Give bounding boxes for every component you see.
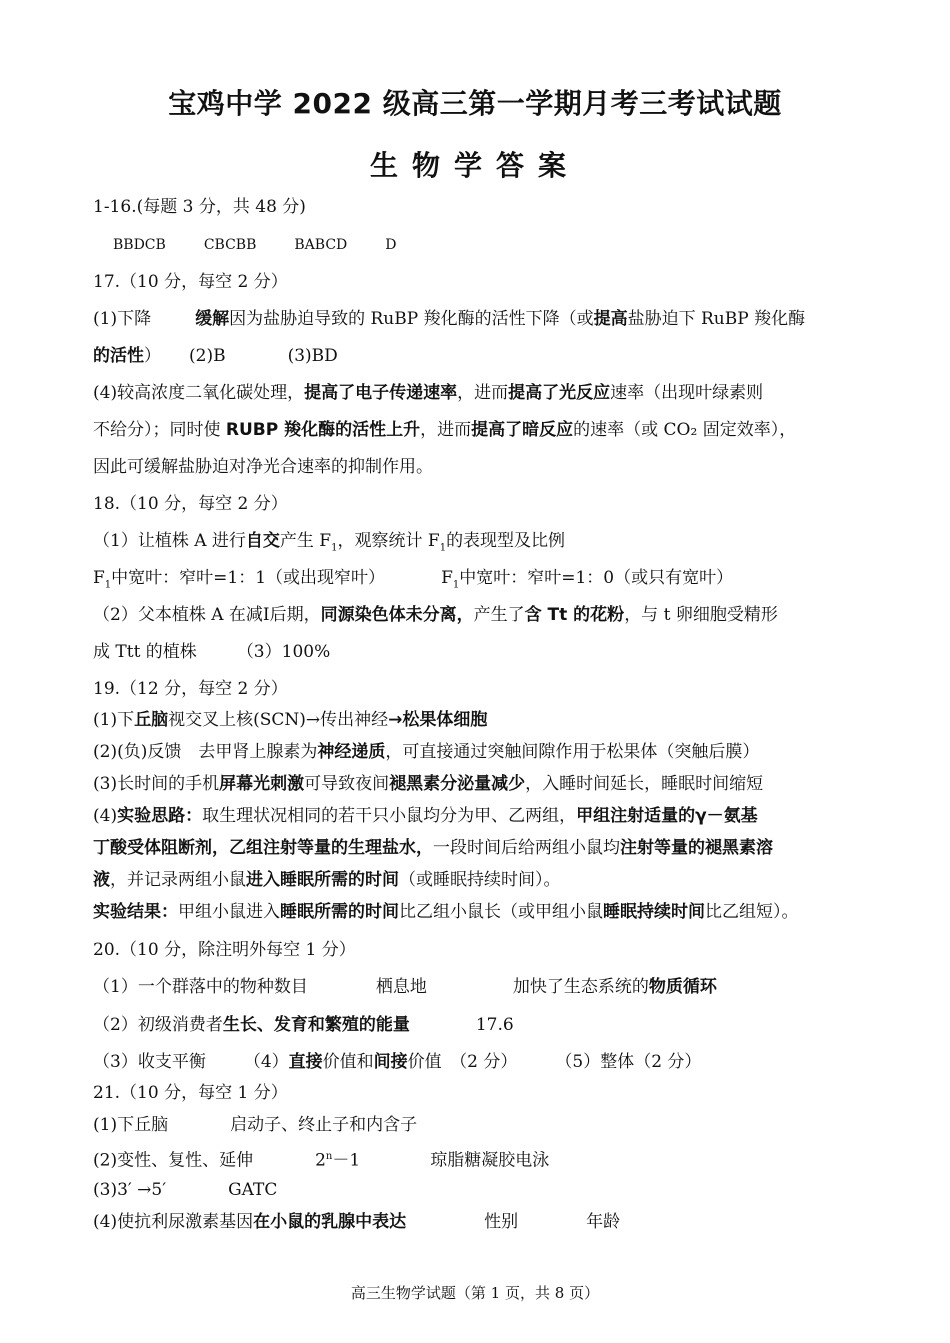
q17-text: 的速率（或 CO₂ 固定效率），	[573, 420, 797, 440]
q21-text: 性别	[484, 1212, 519, 1232]
q18-text: F	[441, 568, 453, 588]
q20-text: 价值 （2 分）	[407, 1052, 518, 1072]
q21-text: 启动子、终止子和内含子	[230, 1115, 418, 1135]
q18-text: （2）父本植株 A 在减Ⅰ后期，	[93, 605, 321, 625]
q18-line-4	[93, 642, 330, 662]
q20-key: 间接	[373, 1052, 408, 1072]
q21-text: (2)变性、复性、延伸	[93, 1150, 254, 1171]
q20-line-3	[93, 1052, 701, 1072]
q19-text: (1)下	[93, 710, 135, 730]
q19-text: （或睡眠持续时间）。	[399, 870, 561, 890]
q17-key-3: RUBP 羧化酶的活性上升	[225, 420, 421, 440]
q20-text: 17.6	[475, 1015, 514, 1035]
q18-text: F	[93, 568, 105, 588]
q20-text: （2）初级消费者	[93, 1015, 223, 1035]
q20-text: （5）整体（2 分）	[555, 1052, 702, 1072]
q18-text: （1）让植株 A 进行	[93, 531, 246, 551]
q19-text: (3)长时间的手机	[93, 774, 220, 794]
q17-text: 速率（出现叶绿素则	[610, 383, 764, 403]
subscript: 1	[104, 579, 112, 591]
mc-answers	[113, 235, 397, 255]
q18-text: 产生了	[473, 605, 525, 625]
q19-key: 屏幕光刺激	[219, 774, 305, 794]
q21-text: 琼脂糖凝胶电泳	[430, 1150, 550, 1171]
mc-group-3: BABCD	[294, 237, 348, 253]
q21-text: (1)下丘脑	[93, 1115, 169, 1135]
q19-key: 神经递质	[317, 742, 386, 762]
q21-line-1	[93, 1115, 417, 1135]
q17-line-2	[93, 346, 338, 366]
q18-header: 18.（10 分，每空 2 分）	[93, 494, 288, 514]
q19-text: 取生理状况相同的若干只小鼠均分为甲、乙两组，	[202, 806, 577, 826]
q19-text: ，入睡时间延长，睡眠时间缩短	[525, 774, 764, 794]
q18-key: 同源染色体未分离，	[320, 605, 474, 625]
q19-key: 甲组注射适量的γ－氨基	[576, 806, 758, 826]
q20-header: 20.（10 分，除注明外每空 1 分）	[93, 940, 356, 960]
q18-text: 产生 F	[279, 531, 332, 551]
q17-reason: 因为盐胁迫导致的 RuBP 羧化酶的活性下降	[229, 309, 560, 329]
q21-text: GATC	[228, 1180, 278, 1200]
q17-line-5: 因此可缓解盐胁迫对净光合速率的抑制作用。	[93, 457, 433, 477]
q19-text: 比乙组小鼠长（或甲组小鼠	[399, 902, 603, 922]
mc-group-2: CBCBB	[203, 237, 257, 253]
q21-text: －1	[332, 1150, 361, 1171]
q17-line-3	[93, 383, 763, 403]
q19-text: 一段时间后给两组小鼠均	[433, 838, 620, 858]
q19-line-5	[93, 838, 773, 858]
q18-key: 自交	[245, 531, 280, 551]
q17-text: ，进而	[457, 383, 509, 403]
q19-line-6	[93, 870, 561, 890]
superscript: n	[325, 1151, 333, 1162]
q20-text: 加快了生态系统的	[512, 977, 649, 997]
q19-header: 19.（12 分，每空 2 分）	[93, 679, 288, 699]
q19-key: 实验结果：	[93, 902, 178, 922]
q21-text: (3)3′ →5′	[93, 1180, 167, 1200]
q17-text: 不给分）；同时使	[93, 420, 226, 440]
q17-ans-4: (3)BD	[287, 346, 338, 366]
q19-line-4	[93, 806, 758, 826]
q19-key: 丁酸受体阻断剂，乙组注射等量的生理盐水，	[93, 838, 433, 858]
q19-text: 比乙组短）。	[705, 902, 799, 922]
q17-key-2: 提高了光反应	[508, 383, 611, 403]
q17-ans-3: (2)B	[189, 346, 226, 366]
q17-line-1	[93, 309, 805, 329]
q17-activity: 的活性	[93, 346, 144, 366]
q21-line-4	[93, 1212, 620, 1232]
q17-ans-1: (1)下降	[93, 309, 152, 329]
q19-key: 注射等量的褪黑素溶	[620, 838, 773, 858]
q20-key: 生长、发育和繁殖的能量	[222, 1015, 410, 1035]
q17-text: (4)较高浓度二氧化碳处理，	[93, 383, 305, 403]
q17-key-1: 提高了电子传递速率	[304, 383, 458, 403]
q18-text: ，观察统计 F	[337, 531, 440, 551]
q17-header: 17.（10 分，每空 2 分）	[93, 272, 288, 292]
q20-line-2	[93, 1015, 514, 1035]
page-title: 宝鸡中学 2022 级高三第一学期月考三考试试题	[168, 87, 782, 120]
q21-line-2	[93, 1147, 549, 1171]
q19-line-3	[93, 774, 763, 794]
q18-text: 的表现型及比例	[446, 531, 566, 551]
q21-key: 在小鼠的乳腺中表达	[253, 1212, 407, 1232]
q20-text: （3）收支平衡	[93, 1052, 206, 1072]
q19-key: 实验思路：	[117, 806, 203, 826]
mc-header: 1-16.(每题 3 分，共 48 分)	[93, 197, 306, 217]
q18-text: 中宽叶：窄叶=1：1（或出现窄叶）	[111, 568, 386, 588]
q19-key: 褪黑素分泌量减少	[389, 774, 526, 794]
q21-line-3	[93, 1180, 277, 1200]
q18-text: ，与 t 卵细胞受精形	[624, 605, 778, 625]
page-footer: 高三生物学试题（第 1 页，共 8 页）	[350, 1284, 600, 1302]
q18-text: 中宽叶：窄叶=1：0（或只有宽叶）	[459, 568, 734, 588]
q18-line-2	[93, 568, 733, 595]
q17-raise: 提高	[593, 309, 628, 329]
q21-text: (4)使抗利尿激素基因	[93, 1212, 254, 1232]
q17-or: （或	[559, 309, 594, 329]
page-subtitle: 生物学答案	[369, 149, 580, 182]
q20-line-1	[93, 977, 717, 997]
q19-line-1	[93, 710, 487, 730]
q17-ans-2: 缓解	[195, 309, 230, 329]
mc-group-1: BBDCB	[113, 237, 166, 253]
q20-text: （1）一个群落中的物种数目	[93, 977, 308, 997]
q20-text: （4）	[243, 1052, 289, 1072]
q17-key-4: 提高了暗反应	[471, 420, 574, 440]
q19-key: 睡眠所需的时间	[280, 902, 399, 922]
q19-key: →松果体细胞	[388, 710, 488, 730]
q21-header: 21.（10 分，每空 1 分）	[93, 1083, 288, 1103]
q19-text: 可导致夜间	[304, 774, 390, 794]
q19-key: 丘脑	[134, 710, 169, 730]
q19-text: (4)	[93, 806, 118, 826]
q18-line-1	[93, 531, 565, 558]
q19-text: 视交叉上核(SCN)→传出神经	[168, 710, 389, 730]
subscript: 1	[331, 542, 338, 554]
q20-text: 栖息地	[375, 977, 427, 997]
q18-line-3	[93, 605, 778, 625]
q19-line-7	[93, 902, 799, 922]
q20-text: 价值和	[322, 1052, 374, 1072]
q17-reason-2: 盐胁迫下 RuBP 羧化酶	[627, 309, 806, 329]
q20-key: 直接	[288, 1052, 323, 1072]
q19-key: 液	[93, 870, 110, 890]
q21-text: 2	[315, 1150, 326, 1171]
mc-group-4: D	[385, 237, 397, 253]
subscript: 1	[452, 579, 460, 591]
q17-paren: ）	[144, 346, 161, 366]
q20-key: 物质循环	[648, 977, 717, 997]
q19-text: ，可直接通过突触间隙作用于松果体（突触后膜）	[385, 742, 760, 762]
q19-line-2	[93, 742, 759, 762]
q18-text: 成 Ttt 的植株	[93, 642, 197, 662]
q19-key: 睡眠持续时间	[603, 902, 705, 922]
q18-text: （3）100%	[236, 642, 331, 662]
q17-line-4	[93, 420, 796, 440]
q19-text: ，并记录两组小鼠	[110, 870, 246, 890]
q19-key: 进入睡眠所需的时间	[246, 870, 399, 890]
q19-text: 甲组小鼠进入	[178, 902, 280, 922]
q19-text: (2)(负)反馈 去甲肾上腺素为	[93, 742, 318, 762]
subscript: 1	[439, 542, 447, 554]
q21-text: 年龄	[586, 1212, 621, 1232]
q17-text: ，进而	[420, 420, 472, 440]
q18-key: 含 Tt 的花粉	[524, 605, 625, 625]
